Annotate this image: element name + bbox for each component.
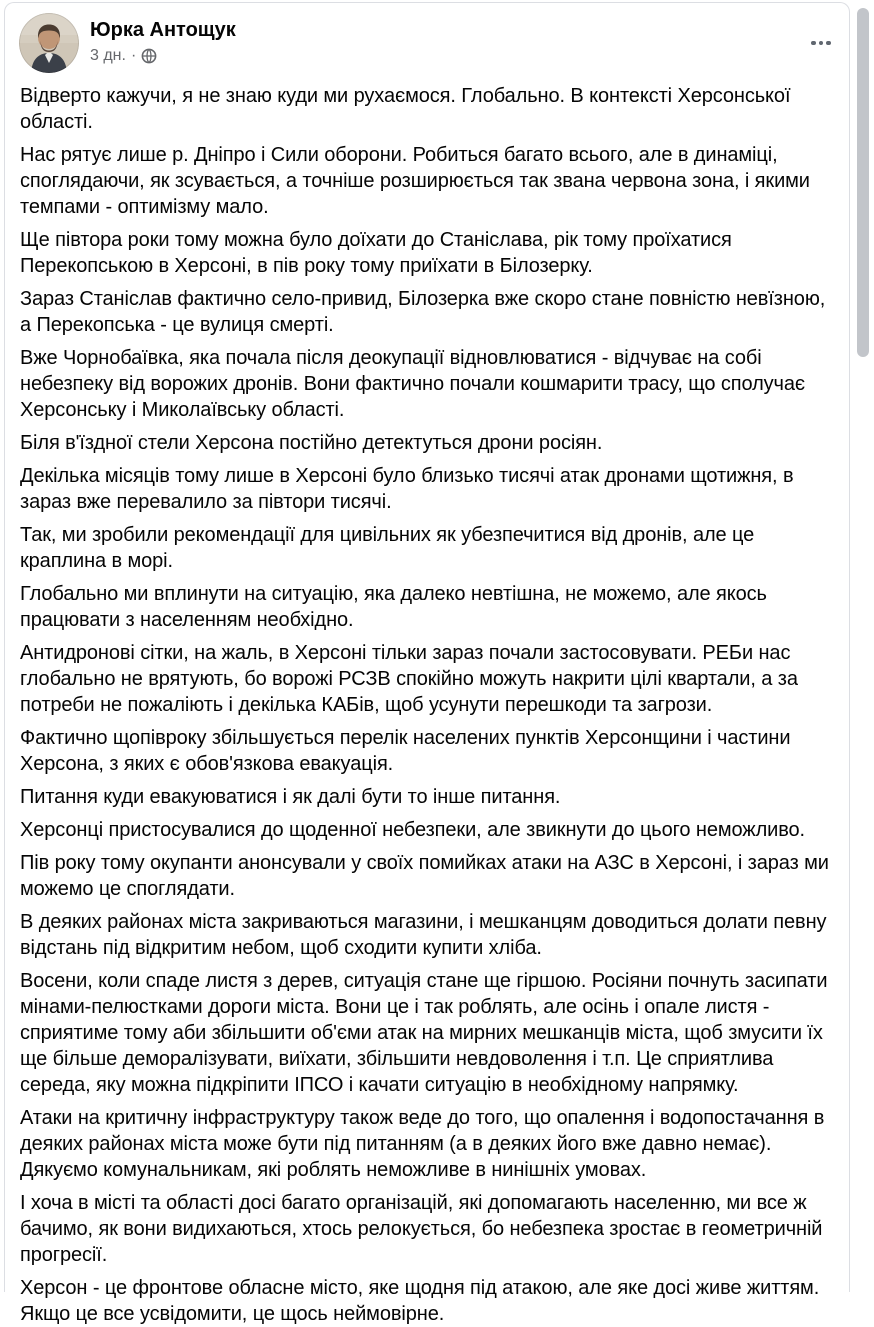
avatar-photo: [19, 13, 79, 73]
post-paragraph: Атаки на критичну інфраструктуру також веде до того, що опалення і водопостачання в деяких районах міста може бути під питанням (а в деяких його вже давно немає). Дякуємо комунальникам, які роблять неможливе в нинішніх умовах.: [20, 1107, 825, 1181]
post-subline: [90, 46, 236, 66]
post-paragraph: Декілька місяців тому лише в Херсоні було близько тисячі атак дронами щотижня, в зараз вже перевалило за півтори тисячі.: [20, 465, 794, 513]
timestamp[interactable]: 3 дн.: [90, 47, 126, 64]
post-paragraph: Херсон - це фронтове обласне місто, яке щодня під атакою, але яке досі живе життям. Якщо це все усвідомити, це щось неймовірне.: [20, 1277, 820, 1325]
post-paragraph: Глобально ми вплинути на ситуацію, яка далеко невтішна, не можемо, але якось працювати з населенням необхідно.: [20, 583, 767, 631]
post-card: [4, 2, 850, 1325]
post-paragraph: І хоча в місті та області досі багато організацій, які допомагають населенню, ми все ж бачимо, як вони видихаються, хтось релокується, бо небезпека зростає в геометричній прогресії.: [20, 1192, 823, 1266]
post-paragraph: Питання куди евакуюватися і як далі бути то інше питання.: [20, 786, 561, 808]
post-paragraph: Восени, коли спаде листя з дерев, ситуація стане ще гіршою. Росіяни почнуть засипати мінами-пелюстками дороги міста. Вони це і так роблять, але осінь і опале листя - сприятиме тому аби збільшити об'єми атак на мирних мешканців міста, щоб змусити їх ще більше деморалізувати, виїхати, збільшити невдоволення і т.п. Це сприятлива середа, яку можна підкріпити ІПСО і качати ситуацію в необхідному напрямку.: [20, 970, 828, 1096]
author-name[interactable]: Юрка Антощук: [90, 19, 236, 41]
post-paragraph: Відверто кажучи, я не знаю куди ми рухаємося. Глобально. В контексті Херсонської області.: [20, 85, 791, 133]
more-options-button[interactable]: [803, 29, 839, 57]
post-paragraph: Фактично щопівроку збільшується перелік населених пунктів Херсонщини і частини Херсона, з яких є обов'язкова евакуація.: [20, 727, 791, 775]
ellipsis-icon: [811, 41, 831, 46]
post-paragraph: В деяких районах міста закриваються магазини, і мешканцям доводиться долати певну відстань під відкритим небом, щоб сходити купити хліба.: [20, 911, 827, 959]
post-header: [5, 3, 849, 73]
post-paragraph: Біля в'їздної стели Херсона постійно детектуться дрони росіян.: [20, 432, 603, 454]
post-paragraph: Пів року тому окупанти анонсували у своїх помийках атаки на АЗС в Херсоні, і зараз ми можемо це споглядати.: [20, 852, 829, 900]
post-paragraph: Херсонці пристосувалися до щоденної небезпеки, але звикнути до цього неможливо.: [20, 819, 805, 841]
post-paragraph: Ще півтора роки тому можна було доїхати до Станіслава, рік тому проїхатися Перекопською в Херсоні, в пів року тому приїхати в Білозерку.: [20, 229, 732, 277]
globe-icon: [141, 48, 157, 64]
scrollbar-thumb[interactable]: [857, 8, 869, 357]
post-paragraph: Так, ми зробили рекомендації для цивільних як убезпечитися від дронів, але це краплина в морі.: [20, 524, 755, 572]
header-meta: [90, 13, 236, 66]
post-text: [5, 73, 849, 1327]
post-paragraph: Зараз Станіслав фактично село-привид, Білозерка вже скоро стане повністю невїзною, а Перекопська - це вулиця смерті.: [20, 288, 826, 336]
post-paragraph: Нас рятує лише р. Дніпро і Сили оборони. Робиться багато всього, але в динаміці, споглядаючи, як зсувається, а точніше розширюється так звана червона зона, і якими темпами - оптимізму мало.: [20, 144, 810, 218]
separator-dot: ·: [130, 47, 137, 64]
post-paragraph: Вже Чорнобаївка, яка почала після деокупації відновлюватися - відчуває на собі небезпеку від ворожих дронів. Вони фактично почали кошмарити трасу, що сполучає Херсонську і Миколаївську області.: [20, 347, 805, 421]
post-paragraph: Антидронові сітки, на жаль, в Херсоні тільки зараз почали застосовувати. РЕБи нас глобально не врятують, бо ворожі РСЗВ спокійно можуть накрити цілі квартали, а за потреби не пожаліють і декілька КАБів, щоб усунути перешкоди та загрози.: [20, 642, 798, 716]
avatar[interactable]: [19, 13, 79, 73]
